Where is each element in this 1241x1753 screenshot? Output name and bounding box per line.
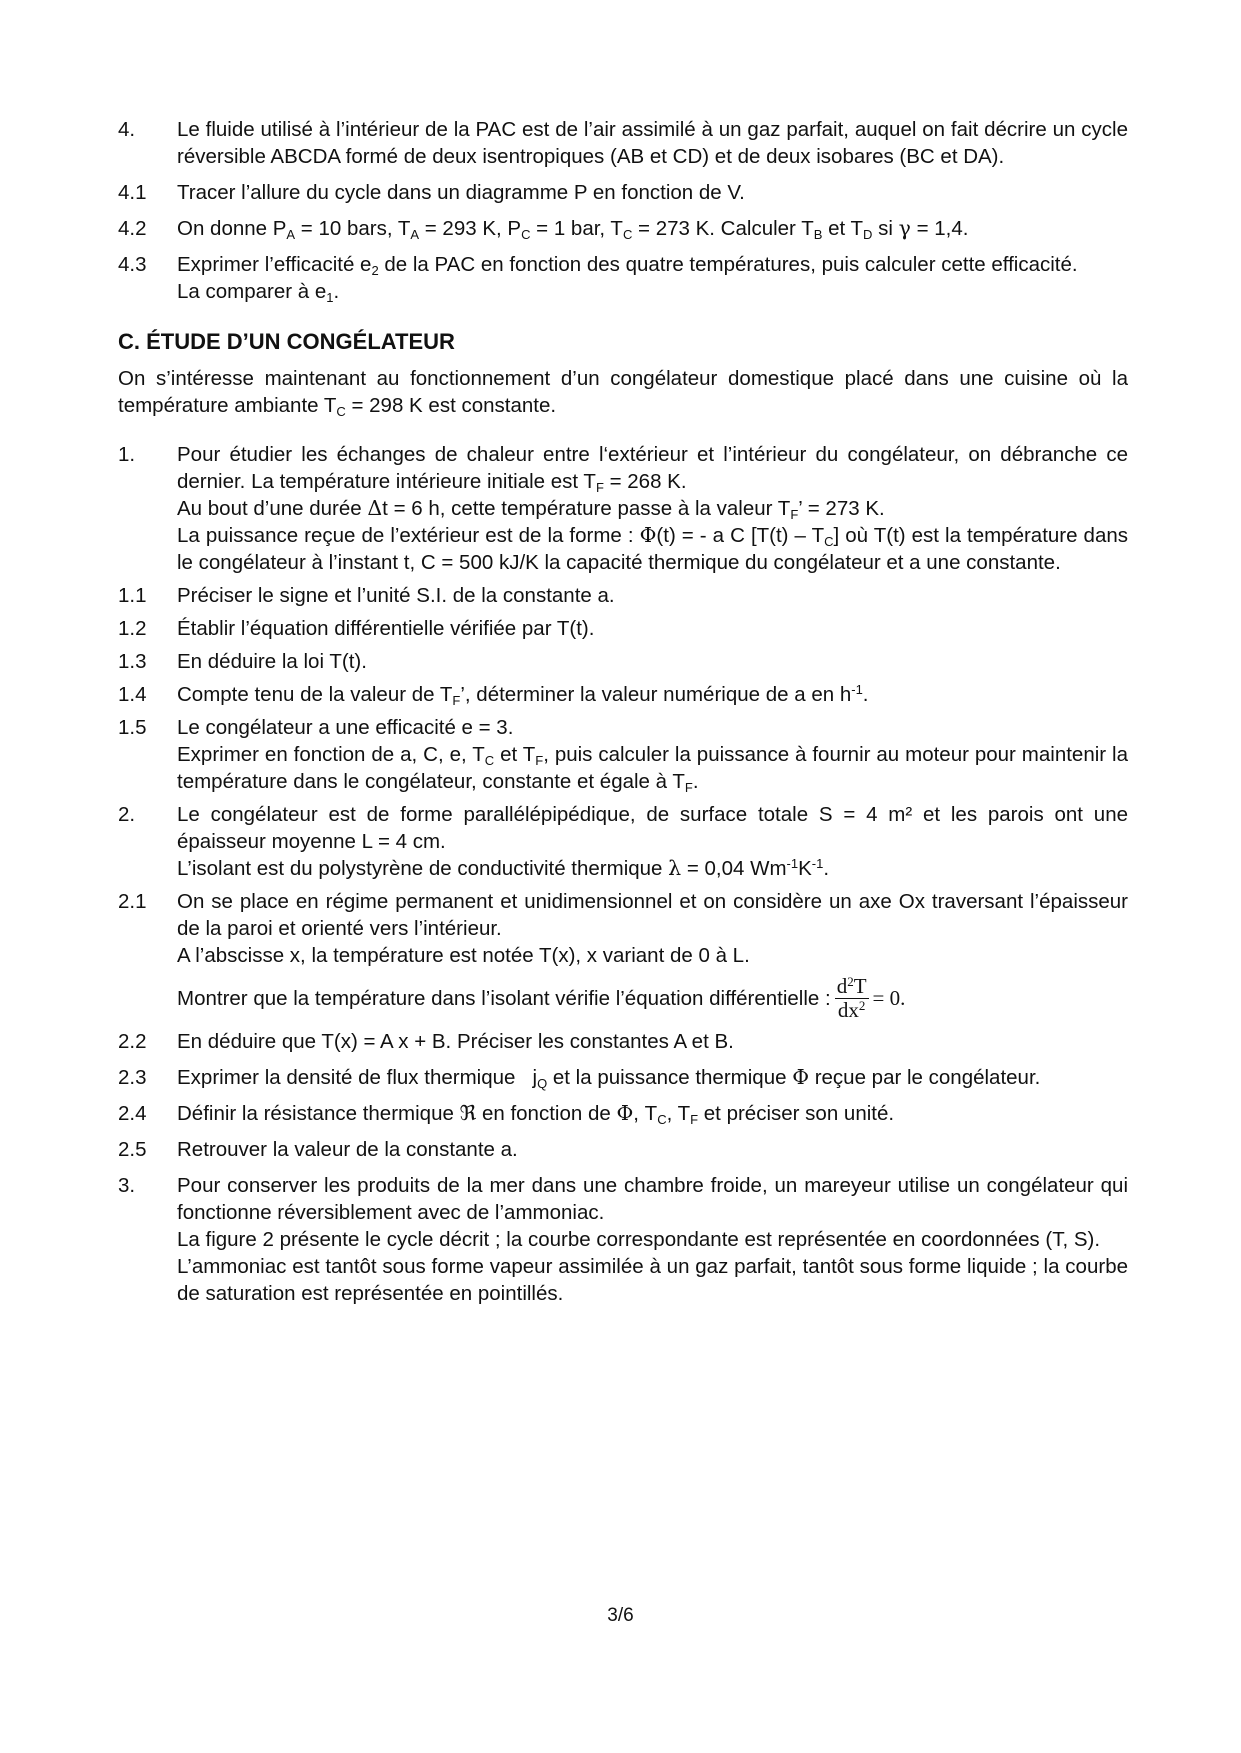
question-text: Pour étudier les échanges de chaleur entre l‘extérieur et l’intérieur du congélateur, on débranche ce dernier. La température intérieure initiale est $T_F = 268$ K. Au bout d’une durée Δt = 6 h, cette température passe à la valeur $T_F$’ = 273 K. La puissance reçue de l’extérieur est de la forme : Φ(t) = - a C $[T(t) - T_C]$ où T(t) est la température dans le congélateur à l’instant t, C = 500 kJ/K la capacité thermique du congélateur et a une constante.	[177, 443, 1129, 574]
question-1-1	[118, 582, 1128, 609]
question-2-5	[118, 1136, 1128, 1163]
question-number: 1.	[118, 443, 136, 466]
question-3	[118, 1172, 1128, 1307]
equation-line: Montrer que la température dans l’isolant vérifie l’équation différentielle : $\frac{d^2T}{dx^2}$ = 0.	[177, 974, 906, 1022]
question-number: 2.2	[118, 1030, 147, 1053]
question-1	[118, 441, 1128, 576]
section-heading: C. ÉTUDE D’UN CONGÉLATEUR	[118, 329, 455, 354]
question-number: 2.4	[118, 1102, 147, 1125]
question-number: 4.2	[118, 217, 147, 240]
question-2-4	[118, 1100, 1128, 1127]
question-2-2	[118, 1028, 1128, 1055]
question-2-3	[118, 1064, 1128, 1091]
question-text: Exprimer l’efficacité $e_2$ de la PAC en fonction des quatre températures, puis calculer cette efficacité. La comparer à $e_1$.	[177, 253, 1078, 305]
question-text: Établir l’équation différentielle vérifiée par T(t).	[177, 617, 595, 640]
question-text: Préciser le signe et l’unité S.I. de la constante a.	[177, 584, 615, 607]
section-intro: On s’intéresse maintenant au fonctionnement d’un congélateur domestique placé dans une cuisine où la température ambiante $T_C = 298$ K est constante.	[118, 367, 1128, 419]
question-4-2	[118, 215, 1128, 242]
question-number: 2.1	[118, 890, 147, 913]
question-number: 2.	[118, 803, 136, 826]
question-text: Le congélateur est de forme parallélépipédique, de surface totale S = 4 m² et les parois ont une épaisseur moyenne L = 4 cm. L’isolant est du polystyrène de conductivité thermique λ = 0,04 $Wm^{-1}K^{-1}$.	[177, 803, 1128, 880]
question-text: Exprimer la densité de flux thermique $j_Q$ et la puissance thermique Φ reçue par le congélateur.	[177, 1065, 1041, 1091]
question-number: 4.3	[118, 253, 147, 276]
question-text: Pour conserver les produits de la mer dans une chambre froide, un mareyeur utilise un congélateur qui fonctionne réversiblement avec de l’ammoniac. La figure 2 présente le cycle décrit ; la courbe correspondante est représentée en coordonnées (T, S). L’ammoniac est tantôt sous forme vapeur assimilée à un gaz parfait, tantôt sous forme liquide ; la courbe de saturation est représentée en pointillés.	[177, 1174, 1128, 1305]
question-number: 1.1	[118, 584, 147, 607]
question-number: 1.3	[118, 650, 147, 673]
question-1-3	[118, 648, 1128, 675]
question-number: 4.	[118, 118, 136, 141]
question-text: Compte tenu de la valeur de $T_F$’, déterminer la valeur numérique de a en $h^{-1}$.	[177, 682, 869, 708]
question-number: 2.3	[118, 1066, 147, 1089]
page-number: 3/6	[607, 1605, 634, 1626]
question-text: Le fluide utilisé à l’intérieur de la PAC est de l’air assimilé à un gaz parfait, auquel on fait décrire un cycle réversible ABCDA formé de deux isentropiques (AB et CD) et de deux isobares (BC et DA).	[177, 118, 1128, 168]
question-4-1	[118, 179, 1128, 206]
question-number: 2.5	[118, 1138, 147, 1161]
question-text: Définir la résistance thermique ℜ en fonction de Φ, $T_C$, $T_F$ et préciser son unité.	[177, 1101, 895, 1127]
question-number: 1.2	[118, 617, 147, 640]
question-text: Retrouver la valeur de la constante a.	[177, 1138, 518, 1161]
question-number: 1.5	[118, 716, 147, 739]
question-text: On donne $P_A = 10$ bars, $T_A = 293$ K, $P_C = 1$ bar, $T_C = 273$ K. Calculer $T_B$ et $T_D$ si γ = 1,4.	[177, 216, 969, 242]
document-page	[118, 116, 1128, 1307]
question-text: Tracer l’allure du cycle dans un diagramme P en fonction de V.	[177, 181, 745, 204]
question-text: On se place en régime permanent et unidimensionnel et on considère un axe Ox traversant l’épaisseur de la paroi et orienté vers l’intérieur. A l’abscisse x, la température est notée T(x), x variant de 0 à L. Montrer que la température dans l’isolant vérifie l’équation différentielle : $\frac{d^2T}{dx^2}$ = 0.	[177, 890, 1128, 1022]
question-1-4	[118, 681, 1128, 708]
question-text: En déduire que T(x) = A x + B. Préciser les constantes A et B.	[177, 1030, 734, 1053]
question-number: 1.4	[118, 683, 147, 706]
question-4-3	[118, 251, 1128, 305]
question-text: Le congélateur a une efficacité e = 3. Exprimer en fonction de a, C, e, $T_C$ et $T_F$, puis calculer la puissance à fournir au moteur pour maintenir la température dans le congélateur, constante et égale à $T_F$.	[177, 716, 1128, 795]
question-number: 4.1	[118, 181, 147, 204]
second-derivative-fraction: $\frac{d^2T}{dx^2}$	[836, 974, 867, 1022]
question-number: 3.	[118, 1174, 136, 1197]
question-2	[118, 801, 1128, 882]
question-4	[118, 116, 1128, 170]
question-1-5	[118, 714, 1128, 795]
question-text: En déduire la loi T(t).	[177, 650, 367, 673]
question-2-1	[118, 888, 1128, 1022]
question-1-2	[118, 615, 1128, 642]
